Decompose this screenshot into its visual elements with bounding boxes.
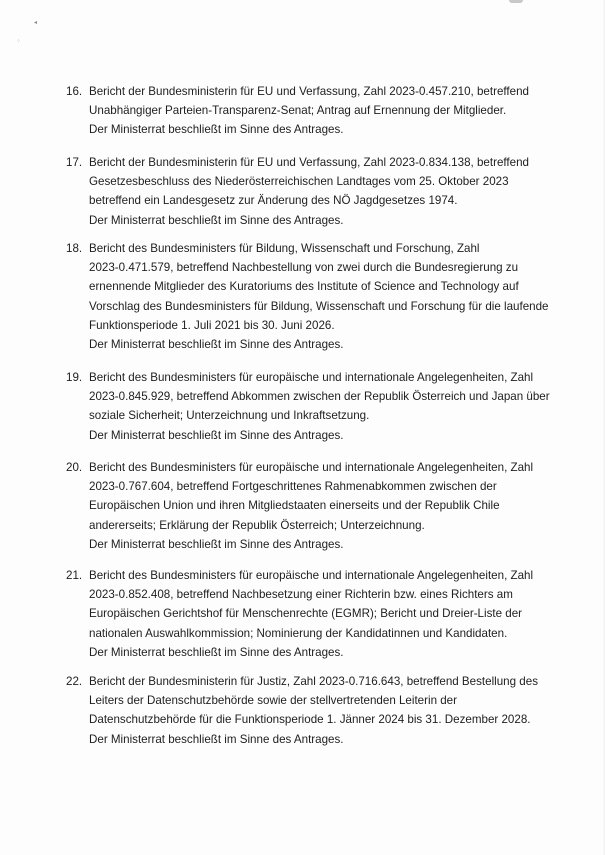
item-number: 22. (66, 675, 83, 688)
item-text-line: nationalen Auswahlkommission; Nominierung der Kandidatinnen und Kandidaten. (89, 626, 508, 640)
item-text-line: betreffend ein Landesgesetz zur Änderung des NÖ Jagdgesetzes 1974. (89, 194, 458, 208)
item-decision: Der Ministerrat beschließt im Sinne des Antrages. (89, 732, 344, 746)
item-text-line: 2023-0.852.408, betreffend Nachbesetzung einer Richterin bzw. eines Richters am (89, 588, 513, 602)
scan-artifact-mark: ⁘ (16, 39, 22, 45)
item-number: 20. (66, 461, 83, 474)
item-text-line: Unabhängiger Parteien-Transparenz-Senat; Antrag auf Ernennung der Mitglieder. (89, 104, 507, 118)
item-text-line: ernennende Mitglieder des Kuratoriums des Institute of Science and Technology auf (89, 280, 519, 294)
agenda-item-21 (66, 566, 556, 662)
item-number: 21. (66, 569, 83, 582)
item-text-line: Bericht des Bundesministers für europäische und internationale Angelegenheiten, Zahl (89, 569, 534, 582)
agenda-item-18 (66, 239, 556, 354)
item-text-line: Bericht des Bundesministers für europäische und internationale Angelegenheiten, Zahl (89, 371, 534, 384)
item-text-line: Bericht der Bundesministerin für Justiz, Zahl 2023-0.716.643, betreffend Bestellung des (89, 675, 538, 688)
item-text-line: Europäischen Union und ihren Mitgliedstaaten einerseits und der Republik Chile (89, 499, 500, 513)
agenda-item-17 (66, 153, 556, 230)
item-number: 16. (66, 85, 83, 98)
item-decision: Der Ministerrat beschließt im Sinne des Antrages. (89, 645, 344, 659)
item-text-line: Bericht des Bundesministers für europäische und internationale Angelegenheiten, Zahl (89, 461, 534, 474)
scan-artifact-mark (509, 0, 523, 3)
item-text-line: Bericht der Bundesministerin für EU und Verfassung, Zahl 2023-0.457.210, betreffend (89, 85, 529, 98)
scan-artifact-mark: ◂ (34, 20, 38, 26)
item-text-line: Funktionsperiode 1. Juli 2021 bis 30. Juni 2026. (89, 318, 335, 332)
item-text-line: Bericht des Bundesministers für Bildung, Wissenschaft und Forschung, Zahl (89, 242, 480, 255)
item-text-line: Bericht der Bundesministerin für EU und Verfassung, Zahl 2023-0.834.138, betreffend (89, 156, 529, 169)
agenda-item-20 (66, 458, 556, 554)
item-number: 17. (66, 156, 83, 169)
item-text-line: andererseits; Erklärung der Republik Österreich; Unterzeichnung. (89, 518, 425, 532)
item-decision: Der Ministerrat beschließt im Sinne des Antrages. (89, 537, 344, 551)
item-decision: Der Ministerrat beschließt im Sinne des Antrages. (89, 338, 344, 352)
item-text-line: Leiters der Datenschutzbehörde sowie der stellvertretenden Leiterin der (89, 694, 457, 708)
item-text-line: 2023-0.767.604, betreffend Fortgeschrittenes Rahmenabkommen zwischen der (89, 480, 497, 494)
item-number: 18. (66, 242, 83, 255)
item-text-line: Europäischen Gerichtshof für Menschenrechte (EGMR); Bericht und Dreier-Liste der (89, 607, 523, 621)
item-text-line: Gesetzesbeschluss des Niederösterreichischen Landtages vom 25. Oktober 2023 (89, 175, 509, 189)
item-decision: Der Ministerrat beschließt im Sinne des Antrages. (89, 428, 344, 442)
item-decision: Der Ministerrat beschließt im Sinne des Antrages. (89, 213, 344, 227)
item-decision: Der Ministerrat beschließt im Sinne des Antrages. (89, 123, 344, 137)
item-text-line: 2023-0.471.579, betreffend Nachbestellung von zwei durch die Bundesregierung zu (89, 261, 519, 275)
agenda-item-19 (66, 368, 556, 445)
item-text-line: soziale Sicherheit; Unterzeichnung und Inkraftsetzung. (89, 409, 370, 423)
agenda-item-22 (66, 672, 556, 749)
agenda-item-16 (66, 82, 556, 140)
item-text-line: Datenschutzbehörde für die Funktionsperiode 1. Jänner 2024 bis 31. Dezember 2028. (89, 713, 531, 727)
item-text-line: Vorschlag des Bundesministers für Bildung, Wissenschaft und Forschung für die laufende (89, 299, 549, 313)
item-text-line: 2023-0.845.929, betreffend Abkommen zwischen der Republik Österreich und Japan über (89, 390, 550, 404)
item-number: 19. (66, 371, 83, 384)
